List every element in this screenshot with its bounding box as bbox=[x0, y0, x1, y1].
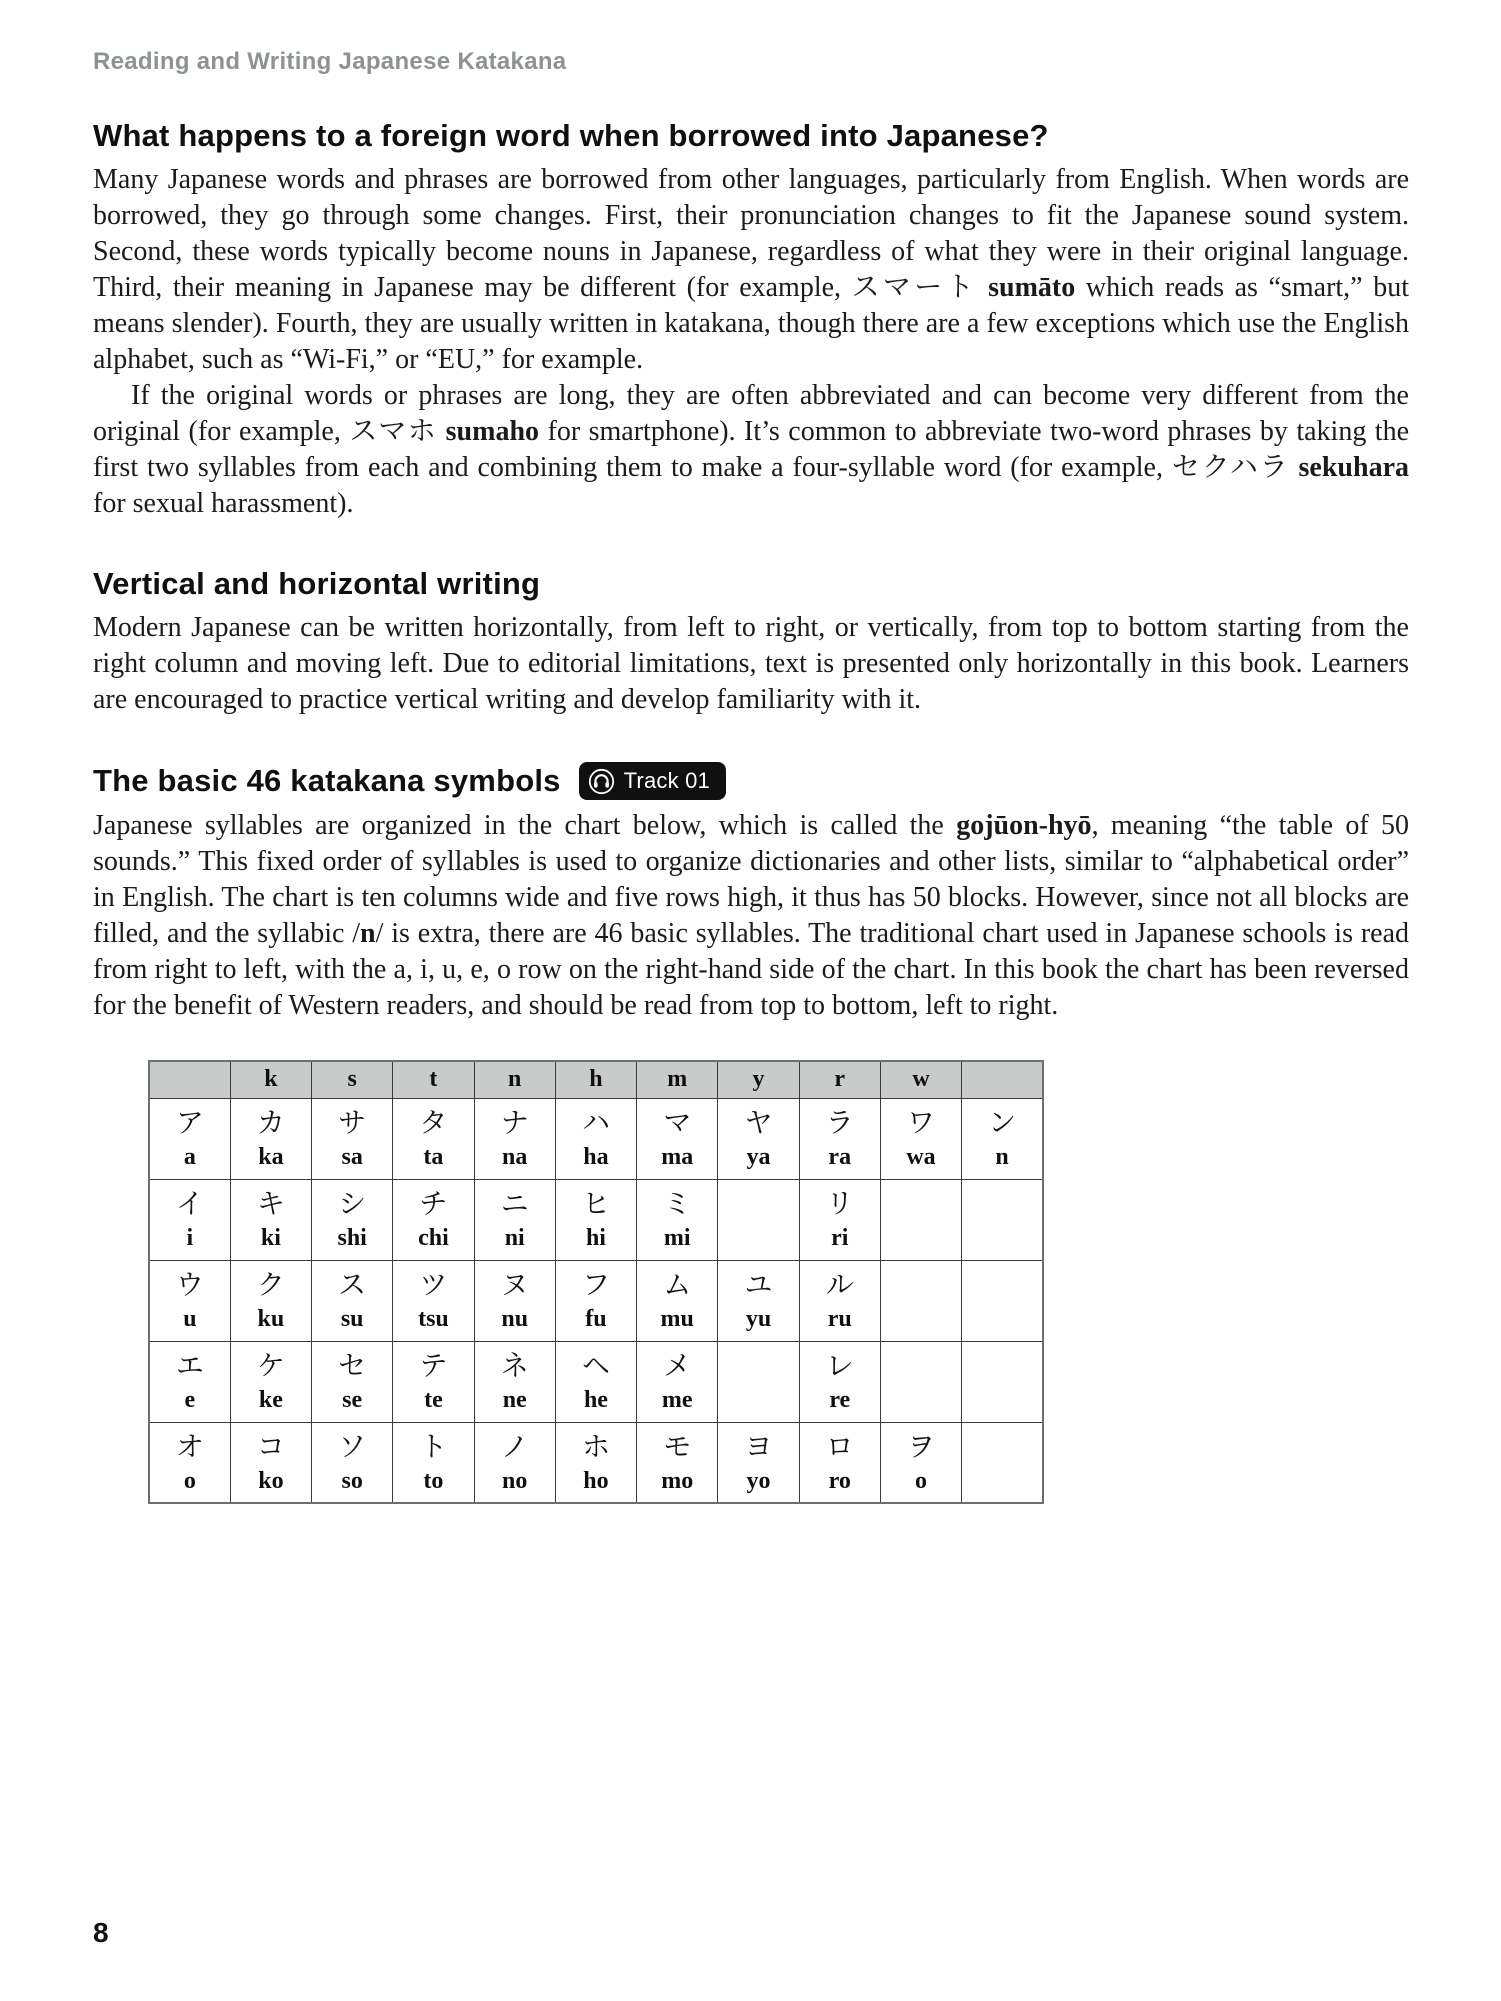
kana-glyph: タ bbox=[419, 1105, 448, 1139]
chart-cell bbox=[474, 1098, 555, 1179]
kana-glyph: コ bbox=[256, 1429, 285, 1463]
romaji-label: tsu bbox=[418, 1305, 449, 1332]
chart-cell bbox=[312, 1098, 393, 1179]
kana-glyph: ネ bbox=[500, 1348, 529, 1382]
chart-col-header: r bbox=[799, 1061, 880, 1098]
chart-cell bbox=[799, 1260, 880, 1341]
kana-glyph: エ bbox=[175, 1348, 204, 1382]
romaji-label: n bbox=[995, 1143, 1009, 1170]
chart-cell bbox=[637, 1422, 718, 1503]
romaji-label: e bbox=[184, 1386, 196, 1413]
romaji-label: re bbox=[829, 1386, 851, 1413]
chart-cell bbox=[312, 1341, 393, 1422]
romaji-label: ni bbox=[504, 1224, 525, 1251]
paragraph: Japanese syllables are organized in the chart below, which is called the gojūon-hyō, meaning “the table of 50 sounds.” This fixed order of syllables is used to organize dictionaries and other lists, similar to “alphabetical order” in English. The chart is ten columns wide and five rows high, it thus has 50 blocks. However, since not all blocks are filled, and the syllabic /n/ is extra, there are 46 basic syllables. The traditional chart used in Japanese schools is read from right to left, with the a, i, u, e, o row on the right-hand side of the chart. In this book the chart has been reversed for the benefit of Western readers, and should be read from top to bottom, left to right. bbox=[93, 810, 1410, 1021]
chart-col-header: t bbox=[393, 1061, 474, 1098]
kana-glyph: マ bbox=[663, 1105, 692, 1139]
chart-cell bbox=[637, 1179, 718, 1260]
romaji-label: ku bbox=[257, 1305, 285, 1332]
chart-cell bbox=[718, 1179, 799, 1260]
section-heading bbox=[93, 762, 1409, 800]
kana-glyph: チ bbox=[419, 1186, 448, 1220]
romaji-label: mu bbox=[660, 1305, 694, 1332]
chart-cell bbox=[880, 1098, 961, 1179]
running-header: Reading and Writing Japanese Katakana bbox=[93, 48, 567, 75]
chart-cell bbox=[474, 1422, 555, 1503]
chart-cell bbox=[880, 1260, 961, 1341]
kana-glyph: ヲ bbox=[907, 1429, 936, 1463]
track-label: Track 01 bbox=[623, 768, 710, 793]
chart-cell bbox=[718, 1260, 799, 1341]
kana-glyph: ツ bbox=[419, 1267, 448, 1301]
romaji-label: ya bbox=[746, 1143, 771, 1170]
kana-glyph: ナ bbox=[500, 1105, 529, 1139]
kana-glyph: ノ bbox=[500, 1429, 529, 1463]
chart-cell bbox=[637, 1341, 718, 1422]
romaji-label: ke bbox=[258, 1386, 283, 1413]
chart-cell bbox=[312, 1179, 393, 1260]
kana-glyph: ワ bbox=[907, 1105, 936, 1139]
chart-row bbox=[149, 1341, 1043, 1422]
chart-cell bbox=[230, 1341, 311, 1422]
romaji-label: ko bbox=[258, 1467, 284, 1494]
chart-cell bbox=[393, 1098, 474, 1179]
chart-cell bbox=[799, 1179, 880, 1260]
section-heading bbox=[93, 566, 1409, 602]
romaji-label: i bbox=[186, 1224, 194, 1251]
chart-col-header: w bbox=[880, 1061, 961, 1098]
romaji-label: se bbox=[342, 1386, 363, 1413]
chart-cell bbox=[474, 1341, 555, 1422]
chart-row bbox=[149, 1179, 1043, 1260]
kana-glyph: ン bbox=[988, 1105, 1017, 1139]
romaji-label: ho bbox=[583, 1467, 609, 1494]
kana-glyph: ケ bbox=[256, 1348, 285, 1382]
romaji-label: yo bbox=[746, 1467, 771, 1494]
paragraph: Many Japanese words and phrases are borrowed from other languages, particularly from English. When words are borrowed, they go through some changes. First, their pronunciation changes to fit the Japanese sound system. Second, these words typically become nouns in Japanese, regardless of what they were in their original language. Third, their meaning in Japanese may be different (for example, スマート sumāto which reads as “smart,” but means slender). Fourth, they are usually written in katakana, though there are a few exceptions which use the English alphabet, such as “Wi-Fi,” or “EU,” for example. bbox=[93, 164, 1409, 375]
romaji-label: ri bbox=[831, 1224, 849, 1251]
romaji-label: ro bbox=[828, 1467, 851, 1494]
chart-cell bbox=[555, 1422, 636, 1503]
kana-glyph: イ bbox=[175, 1186, 204, 1220]
kana-glyph: オ bbox=[175, 1429, 204, 1463]
kana-glyph: キ bbox=[256, 1186, 285, 1220]
chart-col-header: k bbox=[230, 1061, 311, 1098]
romaji-label: so bbox=[341, 1467, 363, 1494]
chart-cell bbox=[962, 1422, 1043, 1503]
kana-glyph: レ bbox=[825, 1348, 854, 1382]
kana-glyph: ム bbox=[663, 1267, 692, 1301]
romaji-label: fu bbox=[585, 1305, 607, 1332]
romaji-label: ta bbox=[423, 1143, 444, 1170]
section-body bbox=[93, 610, 1409, 718]
chart-cell bbox=[230, 1422, 311, 1503]
romaji-label: wa bbox=[906, 1143, 936, 1170]
romaji-label: ra bbox=[828, 1143, 852, 1170]
romaji-label: o bbox=[183, 1467, 196, 1494]
chart-cell bbox=[149, 1422, 230, 1503]
chart-col-header: s bbox=[312, 1061, 393, 1098]
kana-glyph: ウ bbox=[175, 1267, 204, 1301]
chart-cell bbox=[149, 1098, 230, 1179]
romaji-label: mi bbox=[663, 1224, 691, 1251]
romaji-label: ru bbox=[827, 1305, 852, 1332]
kana-glyph: テ bbox=[419, 1348, 448, 1382]
chart-cell bbox=[149, 1260, 230, 1341]
romaji-label: mo bbox=[661, 1467, 694, 1494]
romaji-label: ne bbox=[502, 1386, 527, 1413]
romaji-label: na bbox=[502, 1143, 528, 1170]
kana-glyph: ユ bbox=[744, 1267, 773, 1301]
paragraph: Modern Japanese can be written horizontally, from left to right, or vertically, from top to bottom starting from the right column and moving left. Due to editorial limitations, text is presented only horizontally in this book. Learners are encouraged to practice vertical writing and develop familiarity with it. bbox=[93, 612, 1409, 715]
romaji-label: to bbox=[423, 1467, 444, 1494]
section-heading-text: What happens to a foreign word when borrowed into Japanese? bbox=[93, 118, 1049, 153]
paragraph: If the original words or phrases are long, they are often abbreviated and can become very different from the original (for example, スマホ sumaho for smartphone). It’s common to abbreviate two-word phrases by taking the first two syllables from each and combining them to make a four-syllable word (for example, セクハラ sekuhara for sexual harassment). bbox=[93, 380, 1409, 519]
kana-glyph: ク bbox=[256, 1267, 285, 1301]
katakana-chart bbox=[148, 1060, 1044, 1504]
page-number: 8 bbox=[93, 1917, 109, 1948]
romaji-label: no bbox=[502, 1467, 528, 1494]
chart-cell bbox=[880, 1422, 961, 1503]
chart-header-row bbox=[149, 1061, 1043, 1098]
chart-cell bbox=[149, 1341, 230, 1422]
section-borrowed-words bbox=[93, 118, 1409, 522]
romaji-label: u bbox=[183, 1305, 197, 1332]
romaji-label: ma bbox=[661, 1143, 694, 1170]
kana-glyph: ヘ bbox=[581, 1348, 610, 1382]
kana-glyph: ト bbox=[419, 1429, 448, 1463]
romaji-label: su bbox=[340, 1305, 364, 1332]
chart-cell bbox=[555, 1341, 636, 1422]
kana-glyph: モ bbox=[663, 1429, 692, 1463]
romaji-label: hi bbox=[585, 1224, 606, 1251]
kana-glyph: セ bbox=[338, 1348, 367, 1382]
section-heading bbox=[93, 118, 1409, 154]
chart-cell bbox=[799, 1098, 880, 1179]
kana-glyph: ロ bbox=[825, 1429, 854, 1463]
chart-cell bbox=[312, 1422, 393, 1503]
chart-cell bbox=[393, 1422, 474, 1503]
kana-glyph: ス bbox=[338, 1267, 367, 1301]
chart-col-header: y bbox=[718, 1061, 799, 1098]
romaji-label: sa bbox=[341, 1143, 363, 1170]
chart-cell bbox=[880, 1341, 961, 1422]
section-heading-text: The basic 46 katakana symbols bbox=[93, 763, 561, 798]
chart-cell bbox=[718, 1422, 799, 1503]
chart-cell bbox=[312, 1260, 393, 1341]
romaji-label: ki bbox=[260, 1224, 281, 1251]
romaji-label: te bbox=[424, 1386, 443, 1413]
chart-col-header bbox=[149, 1061, 230, 1098]
kana-glyph: サ bbox=[338, 1105, 367, 1139]
romaji-label: a bbox=[183, 1143, 196, 1170]
chart-col-header bbox=[962, 1061, 1043, 1098]
kana-glyph: ホ bbox=[581, 1429, 610, 1463]
chart-cell bbox=[718, 1341, 799, 1422]
chart-cell bbox=[230, 1260, 311, 1341]
chart-cell bbox=[393, 1260, 474, 1341]
romaji-label: nu bbox=[501, 1305, 529, 1332]
kana-glyph: ミ bbox=[663, 1186, 692, 1220]
chart-cell bbox=[799, 1341, 880, 1422]
romaji-label: me bbox=[661, 1386, 693, 1413]
kana-glyph: ソ bbox=[338, 1429, 367, 1463]
chart-col-header: h bbox=[555, 1061, 636, 1098]
kana-glyph: ル bbox=[825, 1267, 854, 1301]
kana-glyph: メ bbox=[663, 1348, 692, 1382]
chart-row bbox=[149, 1098, 1043, 1179]
kana-glyph: ニ bbox=[500, 1186, 529, 1220]
chart-cell bbox=[637, 1098, 718, 1179]
chart-cell bbox=[962, 1341, 1043, 1422]
chart-row bbox=[149, 1422, 1043, 1503]
chart-col-header: m bbox=[637, 1061, 718, 1098]
audio-track-badge bbox=[579, 762, 726, 800]
chart-row bbox=[149, 1260, 1043, 1341]
section-heading-text: Vertical and horizontal writing bbox=[93, 566, 541, 601]
chart-cell bbox=[230, 1179, 311, 1260]
headphones-icon bbox=[588, 768, 615, 795]
romaji-label: ha bbox=[583, 1143, 609, 1170]
chart-cell bbox=[718, 1098, 799, 1179]
romaji-label: ka bbox=[258, 1143, 284, 1170]
chart-cell bbox=[555, 1098, 636, 1179]
kana-glyph: シ bbox=[338, 1186, 367, 1220]
chart-cell bbox=[799, 1422, 880, 1503]
chart-cell bbox=[149, 1179, 230, 1260]
section-basic-katakana bbox=[93, 762, 1409, 1024]
chart-cell bbox=[474, 1260, 555, 1341]
kana-glyph: ヒ bbox=[581, 1186, 610, 1220]
kana-glyph: カ bbox=[256, 1105, 285, 1139]
romaji-label: yu bbox=[745, 1305, 772, 1332]
romaji-label: o bbox=[915, 1467, 928, 1494]
chart-cell bbox=[393, 1179, 474, 1260]
chart-cell bbox=[962, 1179, 1043, 1260]
kana-glyph: ラ bbox=[825, 1105, 854, 1139]
chart-cell bbox=[962, 1260, 1043, 1341]
chart-col-header: n bbox=[474, 1061, 555, 1098]
kana-glyph: ヨ bbox=[744, 1429, 773, 1463]
chart-cell bbox=[474, 1179, 555, 1260]
chart-cell bbox=[555, 1179, 636, 1260]
romaji-label: shi bbox=[337, 1224, 367, 1251]
chart-cell bbox=[555, 1260, 636, 1341]
kana-glyph: リ bbox=[825, 1186, 854, 1220]
romaji-label: chi bbox=[418, 1224, 449, 1251]
romaji-label: he bbox=[583, 1386, 608, 1413]
section-body bbox=[93, 808, 1409, 1024]
chart-cell bbox=[962, 1098, 1043, 1179]
kana-glyph: フ bbox=[581, 1267, 610, 1301]
kana-glyph: ヤ bbox=[744, 1105, 773, 1139]
chart-cell bbox=[230, 1098, 311, 1179]
chart-cell bbox=[393, 1341, 474, 1422]
section-body bbox=[93, 162, 1409, 522]
chart-cell bbox=[880, 1179, 961, 1260]
kana-glyph: ハ bbox=[581, 1105, 610, 1139]
kana-glyph: ア bbox=[175, 1105, 204, 1139]
kana-glyph: ヌ bbox=[500, 1267, 529, 1301]
chart-cell bbox=[637, 1260, 718, 1341]
section-vertical-horizontal bbox=[93, 566, 1409, 718]
